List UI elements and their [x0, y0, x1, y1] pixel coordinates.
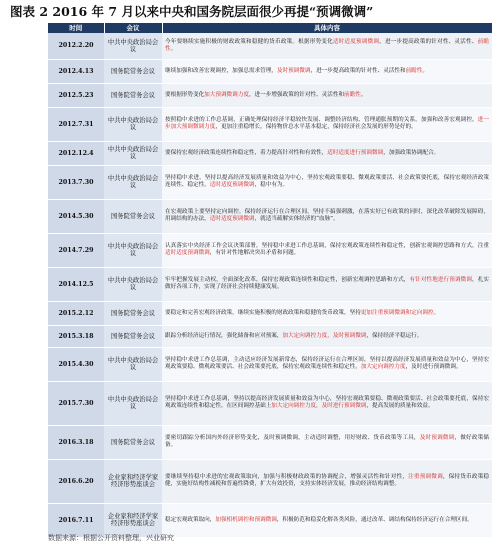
- column-header-date: 时间: [48, 23, 104, 33]
- figure-title: 图表 2 2016 年 7 月以来中央和国务院层面很少再提“预调微调”: [10, 4, 374, 19]
- content-text: 稳定宏观政策取向，: [165, 516, 216, 523]
- content-text: 要保持宏观经济政策连续性和稳定性，着力提高针对性和有效性，: [165, 149, 328, 156]
- table-row: [48, 33, 492, 59]
- table-row: [48, 459, 492, 503]
- content-text: ，有针对性地解决突出矛盾和问题。: [209, 250, 300, 256]
- row-meeting: 国务院常务会议: [104, 425, 162, 459]
- row-date: 2014.7.29: [48, 233, 104, 267]
- highlighted-phrase: 适时适度预调微调: [209, 216, 255, 222]
- row-content: [162, 347, 492, 381]
- row-date: 2012.12.4: [48, 141, 104, 165]
- row-meeting: 中共中央政治局会议: [104, 347, 162, 381]
- content-text: 。: [170, 45, 177, 52]
- content-text: ，积极防范和稳妥化解各类风险，通过改革、调结构保持经济运行在合理区间。: [276, 516, 473, 523]
- row-content: [162, 325, 492, 347]
- row-date: 2016.6.20: [48, 459, 104, 503]
- highlighted-phrase: 适时适度进行预调微调: [327, 149, 384, 156]
- content-text: ，就适当疏解实体经济的“血脉”。: [254, 216, 339, 222]
- content-text: ，加强政策协调配合。: [383, 149, 440, 156]
- table-row: [48, 107, 492, 141]
- row-content: [162, 425, 492, 459]
- table-header-row: [48, 23, 492, 33]
- row-content: [162, 107, 492, 141]
- content-text: ，进一步提高政策的针对性、灵活性、: [379, 38, 478, 45]
- table-row: [48, 347, 492, 381]
- source-note: 数据来源：根据公开资料整理，兴业研究: [48, 534, 174, 542]
- row-meeting: 中共中央政治局会议: [104, 233, 162, 267]
- row-content: [162, 301, 492, 325]
- content-text: ，及时进行预调微调。: [405, 364, 462, 370]
- row-date: 2016.3.18: [48, 425, 104, 459]
- highlighted-phrase: 加大定向调控力度: [360, 364, 406, 370]
- highlighted-phrase: 适时适度预调微调: [209, 182, 255, 188]
- highlighted-phrase: 前瞻性: [344, 91, 361, 98]
- row-content: [162, 141, 492, 165]
- content-text: 。: [422, 67, 428, 74]
- policy-table: [48, 23, 493, 538]
- row-date: 2012.2.20: [48, 33, 104, 59]
- row-meeting: 中共中央政治局会议: [104, 267, 162, 301]
- highlighted-phrase: 加大预调微调力度: [204, 91, 249, 98]
- content-text: ，提高发展的质量和效益。: [366, 403, 434, 409]
- content-text: 认真落实中央经济工作会议决策部署，坚持稳中求进工作总基调，保持宏观政策连续性和稳定性，创新宏观调控思路和方式，注重: [165, 243, 489, 249]
- row-date: 2012.5.23: [48, 83, 104, 107]
- row-date: 2015.2.12: [48, 301, 104, 325]
- row-meeting: 中共中央政治局会议: [104, 33, 162, 59]
- table-row: [48, 425, 492, 459]
- content-text: 坚持稳中求进工作总基调，主动适应经济发展新常态，保持经济运行在合理区间，坚持以提高经济发展质量和效益为中心，坚持宏观政策要稳、微观政策要活、社会政策要托底，保持宏观政策连续性和稳定性，: [165, 357, 489, 370]
- content-text: 要密切跟踪分析国内外经济形势变化，及时预调微调，主动适时调整，用好财政、货币政策等工具，: [165, 435, 420, 441]
- table-body: [48, 33, 492, 537]
- row-date: 2015.7.30: [48, 381, 104, 425]
- content-text: 坚持稳中求进工作总基调，坚持以提高经济发展质量和效益为中心，坚持宏观政策要稳、微观政策要活、社会政策要托底，保持宏观政策连续性和稳定性，在区间调控基础上: [165, 396, 489, 409]
- table-row: [48, 381, 492, 425]
- highlighted-phrase: 适时适度预调微调: [332, 38, 380, 45]
- highlighted-phrase: 进一步加大预调微调力度: [165, 117, 489, 130]
- row-content: [162, 165, 492, 199]
- row-content: [162, 33, 492, 59]
- row-meeting: 国务院常务会议: [104, 199, 162, 233]
- row-meeting: 中共中央政治局会议: [104, 141, 162, 165]
- content-text: ，保持经济平稳运行。: [366, 332, 423, 339]
- row-meeting: 国务院常务会议: [104, 325, 162, 347]
- table-row: [48, 325, 492, 347]
- table-row: [48, 165, 492, 199]
- content-text: ，做好政策储备。: [165, 435, 489, 448]
- column-header-meeting: 会议: [104, 23, 162, 33]
- table-row: [48, 233, 492, 267]
- row-meeting: 中共中央政治局会议: [104, 107, 162, 141]
- row-meeting: 中共中央政治局会议: [104, 381, 162, 425]
- content-text: ，保持货币政策稳健，实施好结构性减税和普遍性降费，扩大有效投资，支持实体经济发展，推动经济结构调整。: [165, 474, 489, 487]
- row-date: 2014.5.30: [48, 199, 104, 233]
- content-text: ，进一步增强政策的针对性、灵活性和: [248, 91, 345, 98]
- content-text: 。: [433, 309, 440, 316]
- content-text: 按照稳中求进的工作总基调，正确处理保持经济平稳较快发展、调整经济结构、管理通胀预期的关系，加强和改善宏观调控，: [165, 117, 478, 123]
- row-meeting: 国务院常务会议: [104, 59, 162, 83]
- row-date: 2014.12.5: [48, 267, 104, 301]
- highlighted-phrase: 加大定向调控力度，及时进行预调微调: [271, 403, 367, 409]
- content-text: ，扎实做好各项工作，实现了经济社会持续健康发展。: [165, 277, 489, 290]
- column-header-content: 具体内容: [162, 23, 492, 33]
- highlighted-phrase: 及时预调微调: [419, 435, 455, 441]
- table-row: [48, 141, 492, 165]
- content-text: ，更加注重稳增长，保持物价总水平基本稳定，保持经济社会发展的形势是好的。: [215, 124, 417, 130]
- row-content: [162, 459, 492, 503]
- content-text: 要稳定和完善宏观经济政策，继续实施积极的财政政策和稳健的货币政策，坚持: [165, 309, 361, 316]
- row-content: [162, 59, 492, 83]
- row-content: [162, 199, 492, 233]
- row-content: [162, 267, 492, 301]
- content-text: 今年要继续实施积极的财政政策和稳健的货币政策。根据形势变化: [165, 38, 333, 45]
- table-row: [48, 59, 492, 83]
- table-row: [48, 301, 492, 325]
- content-text: 继续加强和改善宏观调控，加强总需求管理，: [165, 67, 277, 74]
- row-content: [162, 381, 492, 425]
- row-date: 2013.7.30: [48, 165, 104, 199]
- highlighted-phrase: 及时预调微调: [276, 67, 311, 74]
- highlighted-phrase: 加强相机调控和预调微调: [215, 516, 277, 523]
- content-text: 要继续坚持稳中求进的宏观政策取向，加强与积极财政政策的协调配合，增强灵活性和针对性，: [165, 474, 409, 480]
- content-text: 在宏观政策上要坚持定向调控。保持经济运行在合理区间，坚持不搞强刺激，在落实好已有政策的同时，深化改革破除发展障碍，用调结构的办法，: [165, 209, 489, 222]
- content-text: ，稳中有为。: [254, 182, 289, 188]
- row-date: 2012.4.13: [48, 59, 104, 83]
- table-row: [48, 83, 492, 107]
- highlighted-phrase: 注重预调微调: [408, 474, 443, 480]
- row-date: 2012.7.31: [48, 107, 104, 141]
- highlighted-phrase: 前瞻性: [165, 38, 489, 52]
- content-text: 。: [360, 91, 367, 98]
- row-meeting: 国务院常务会议: [104, 83, 162, 107]
- row-meeting: 企业家和经济学家经济形势座谈会: [104, 459, 162, 503]
- content-text: 牢牢把握发展主动权，全面深化改革，保持宏观政策连续性和稳定性，创新宏观调控思路和方式，: [165, 277, 410, 283]
- row-date: 2016.7.11: [48, 503, 104, 537]
- highlighted-phrase: 适时适度预调微调: [165, 250, 210, 256]
- content-text: 跟踪分析经济运行情况，强化储备和应对预案，: [165, 332, 283, 339]
- row-meeting: 国务院常务会议: [104, 301, 162, 325]
- highlighted-phrase: 前瞻性: [405, 67, 423, 74]
- highlighted-phrase: 有针对性地进行预调微调: [409, 277, 473, 283]
- row-date: 2015.4.30: [48, 347, 104, 381]
- table-row: [48, 267, 492, 301]
- row-meeting: 中共中央政治局会议: [104, 165, 162, 199]
- row-date: 2015.3.18: [48, 325, 104, 347]
- row-meeting: 企业家和经济学家经济形势座谈会: [104, 503, 162, 537]
- row-content: [162, 83, 492, 107]
- row-content: [162, 233, 492, 267]
- highlighted-phrase: 更加注重预调微调和定向调控: [360, 309, 434, 316]
- content-text: 要根据形势变化: [165, 91, 205, 98]
- content-text: 坚持稳中求进，坚持以提高经济发展质量和效益为中心，坚持宏观政策要稳、微观政策要活、社会政策要托底，保持宏观经济政策连续性、稳定性，: [165, 175, 489, 188]
- table-row: [48, 199, 492, 233]
- highlighted-phrase: 加大定向调控力度，及时预调微调: [282, 332, 367, 339]
- content-text: ，进一步提高政策的针对性、灵活性和: [310, 67, 406, 74]
